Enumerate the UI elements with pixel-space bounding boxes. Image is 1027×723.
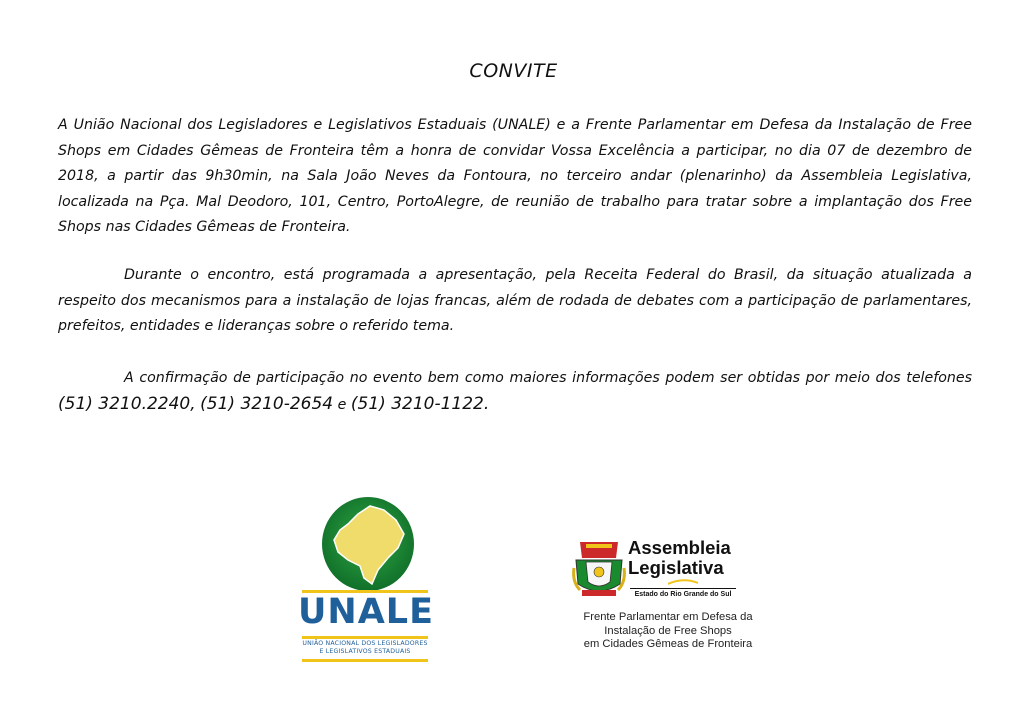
phone-separator: ,: [190, 393, 196, 414]
invitation-paragraph-2: Durante o encontro, está programada a apresentação, pela Receita Federal do Brasil, da situação atualizada a respeito dos mecanismos para a instalação de lojas francas, além de rodada de debates com a participação de parlamentares, prefeitos, entidades e lideranças sobre o referido tema.: [58, 267, 972, 334]
unale-name: UNALE: [298, 592, 435, 632]
phone-number-1: (51) 3210.2240: [58, 393, 191, 414]
page-title: CONVITE: [469, 60, 558, 82]
assembleia-state: Estado do Rio Grande do Sul: [630, 588, 736, 598]
frente-line-3: em Cidades Gêmeas de Fronteira: [583, 638, 753, 650]
assembleia-title-line-1: Assembleia: [628, 537, 731, 558]
phone-number-2: (51) 3210-2654: [200, 393, 334, 414]
unale-bottom-rule: [302, 659, 428, 662]
unale-mid-rule: [302, 636, 428, 639]
rs-coat-of-arms-icon: [572, 538, 626, 600]
phone-conjunction: e: [337, 396, 347, 413]
unale-logo: [298, 494, 435, 666]
invitation-paragraph-1: A União Nacional dos Legisladores e Legislativos Estaduais (UNALE) e a Frente Parlamentar em Defesa da Instalação de Free Shops em Cidades Gêmeas de Fronteira têm a honra de convidar Vossa Excelência a participar, no dia 07 de dezembro de 2018, a partir das 9h30min, na Sala João Neves da Fontoura, no terceiro andar (plenarinho) da Assembleia Legislativa, localizada na Pça. Mal Deodoro, 101, Centro, PortoAlegre, de reunião de trabalho para tratar sobre a implantação dos Free Shops nas Cidades Gêmeas de Fronteira.: [58, 117, 972, 235]
phone-number-3: (51) 3210-1122.: [350, 393, 490, 414]
frente-line-1: Frente Parlamentar em Defesa da: [583, 611, 753, 623]
unale-subtitle-2: E LEGISLATIVOS ESTADUAIS: [319, 648, 411, 655]
frente-parlamentar-caption: [568, 611, 768, 652]
assembleia-title-line-2: Legislativa: [628, 557, 724, 578]
frente-line-2: Instalação de Free Shops: [604, 624, 732, 637]
swoosh-icon: [668, 579, 698, 587]
unale-subtitle-1: UNIÃO NACIONAL DOS LEGISLADORES: [302, 640, 428, 647]
assembleia-title: [628, 538, 731, 578]
brazil-map-icon: [298, 494, 432, 594]
invitation-paragraph-3: [58, 366, 972, 418]
contact-text: A confirmação de participação no evento bem como maiores informações podem ser obtidas por meio dos telefones: [124, 370, 972, 386]
